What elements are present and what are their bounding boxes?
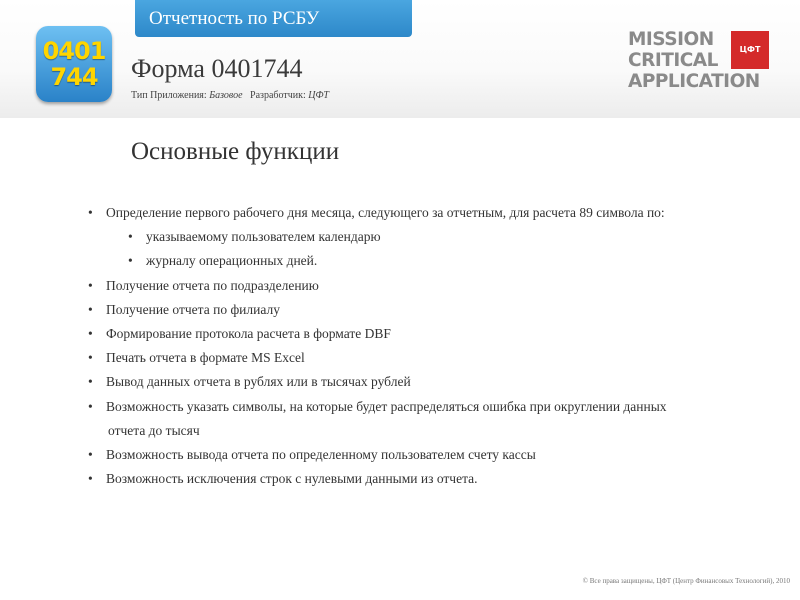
bullet-icon: • xyxy=(88,471,93,487)
bullet-icon: • xyxy=(88,205,93,220)
list-item xyxy=(88,274,788,298)
bullet-icon: • xyxy=(128,229,133,245)
bullet-icon: • xyxy=(88,350,93,366)
list-item-text: Формирование протокола расчета в формате DBF xyxy=(106,325,391,341)
list-item-text: журналу операционных дней. xyxy=(146,253,318,269)
bullet-icon: • xyxy=(88,301,93,317)
mission-critical-logo xyxy=(628,29,778,99)
meta-type-value: Базовое xyxy=(209,90,243,101)
list-item-text: Возможность указать символы, на которые будет распределяться ошибка при округлении данных xyxy=(106,398,667,414)
logo-line-2: CRITICAL xyxy=(628,50,718,71)
list-item xyxy=(88,370,788,394)
list-item xyxy=(88,443,788,467)
bullet-icon: • xyxy=(88,374,93,390)
app-icon-line2: 744 xyxy=(50,63,98,91)
bullet-icon: • xyxy=(88,398,93,414)
bullet-icon: • xyxy=(128,253,133,269)
list-subitem xyxy=(88,225,788,249)
section-title: Основные функции xyxy=(131,138,340,165)
app-icon xyxy=(36,26,112,102)
list-item-text: Определение первого рабочего дня месяца, следующего за отчетным, для расчета 89 символа по: xyxy=(106,205,665,220)
app-meta xyxy=(131,90,329,101)
list-item xyxy=(88,346,788,370)
list-item-text: Печать отчета в формате MS Excel xyxy=(106,350,305,366)
logo-line-1: MISSION xyxy=(628,29,714,50)
list-subitem xyxy=(88,249,788,273)
section-tab: Отчетность по РСБУ xyxy=(135,0,412,37)
list-item xyxy=(88,201,788,225)
bullet-icon: • xyxy=(88,325,93,341)
list-item xyxy=(88,395,788,419)
list-item xyxy=(88,322,788,346)
list-item-text: отчета до тысяч xyxy=(108,422,200,438)
page-title: Форма 0401744 xyxy=(131,54,303,83)
list-item xyxy=(88,298,788,322)
meta-type-label: Тип Приложения: xyxy=(131,90,207,101)
list-item-text: Получение отчета по филиалу xyxy=(106,301,280,317)
logo-line-3: APPLICATION xyxy=(628,71,760,92)
bullet-icon: • xyxy=(88,446,93,462)
list-item-text: указываемому пользователем календарю xyxy=(146,229,381,245)
list-item xyxy=(88,467,788,491)
copyright-footer: © Все права защищены, ЦФТ (Центр Финансовых Технологий), 2010 xyxy=(582,577,790,585)
features-list xyxy=(88,201,788,491)
meta-dev-label: Разработчик: xyxy=(250,90,306,101)
list-item-text: Возможность исключения строк с нулевыми данными из отчета. xyxy=(106,471,478,487)
cft-logo-icon: ЦФТ xyxy=(731,31,769,69)
bullet-icon: • xyxy=(88,277,93,293)
meta-dev-value: ЦФТ xyxy=(308,90,329,101)
list-item-text: Вывод данных отчета в рублях или в тысячах рублей xyxy=(106,374,411,390)
list-item-text: Получение отчета по подразделению xyxy=(106,277,319,293)
list-item-continuation xyxy=(88,419,788,443)
slide-header xyxy=(0,0,800,118)
app-icon-line1: 0401 xyxy=(42,37,106,65)
list-item-text: Возможность вывода отчета по определенному пользователем счету кассы xyxy=(106,446,536,462)
